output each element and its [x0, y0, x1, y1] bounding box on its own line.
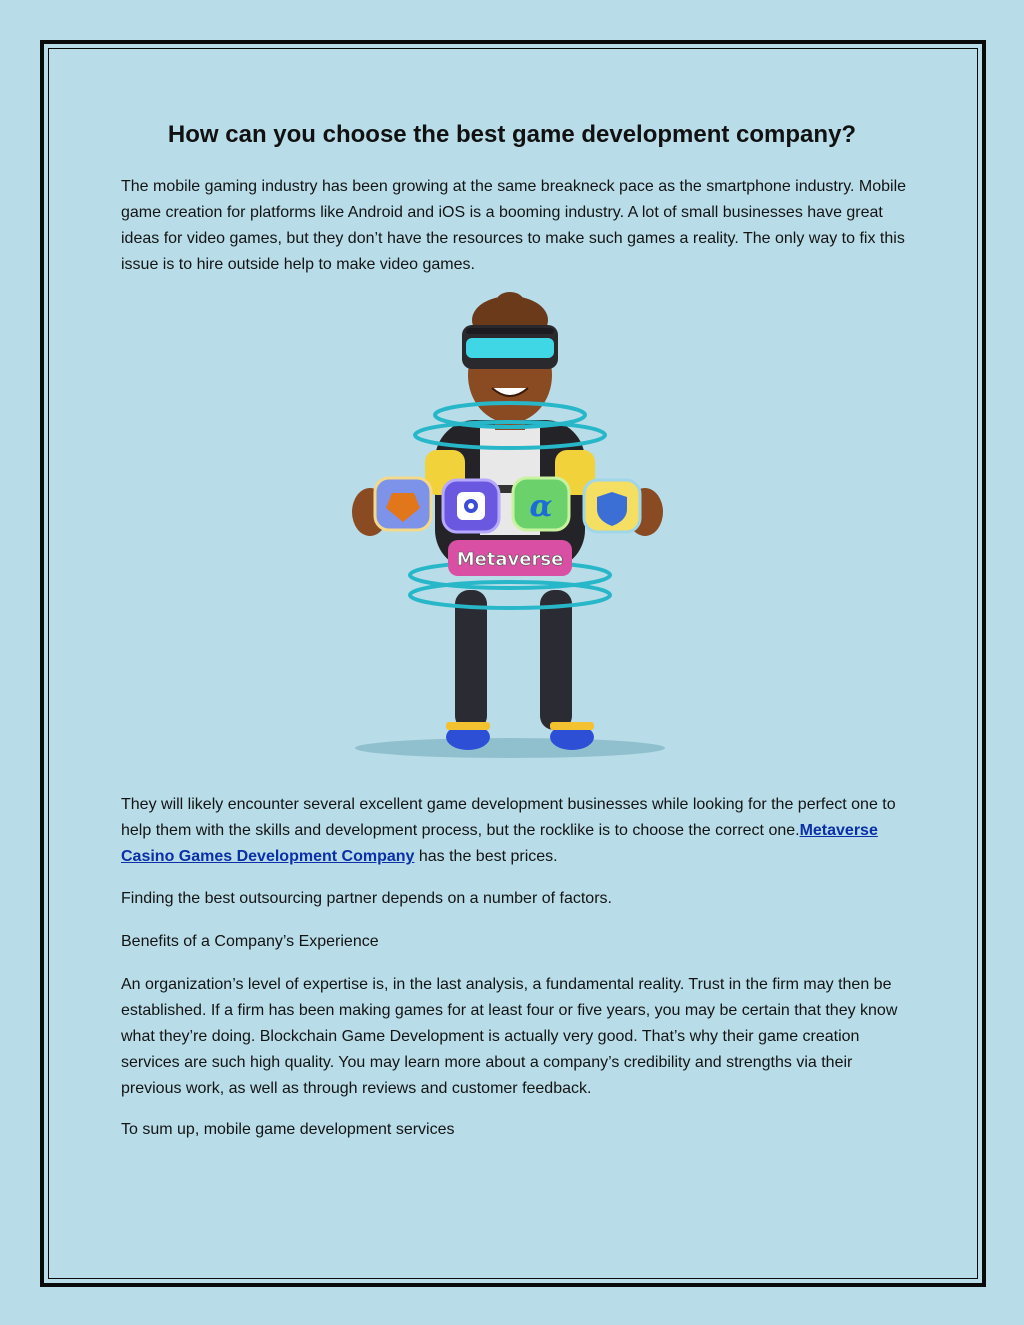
second-paragraph-tail: has the best prices. — [414, 848, 558, 865]
second-paragraph-text: They will likely encounter several excellent game development businesses while looking for the perfect one to help them with the skills and development process, but the rocklike is to choose the correct one. — [121, 796, 896, 839]
metaverse-label: Metaverse — [456, 549, 564, 570]
vr-visor — [466, 338, 554, 358]
intro-paragraph: The mobile gaming industry has been growing at the same breakneck pace as the smartphone industry. Mobile game creation for platforms like Android and iOS is a booming industry. A lot of small businesses have great ideas for video games, but they don’t have the resources to make such games a reality. The only way to fix this issue is to hire outside help to make video games. — [121, 178, 907, 273]
second-paragraph — [121, 792, 911, 870]
metaverse-character-illustration — [340, 290, 680, 770]
svg-text:α: α — [529, 489, 553, 524]
experience-paragraph: An organization’s level of expertise is, in the last analysis, a fundamental reality. Trust in the firm may then be established. If a firm has been making games for at least four or five years, you may be certain that they know what they’re doing. Blockchain Game Development is actually very good. That’s why their game creation services are such high quality. You may learn more about a company’s credibility and strengths via their previous work, as well as through reviews and customer feedback. — [121, 976, 898, 1097]
left-leg — [455, 590, 487, 730]
benefits-heading: Benefits of a Company’s Experience — [121, 933, 379, 950]
summary-paragraph: To sum up, mobile game development services — [121, 1121, 455, 1138]
factors-paragraph: Finding the best outsourcing partner depends on a number of factors. — [121, 890, 612, 907]
document-title: How can you choose the best game development company? — [167, 121, 857, 148]
right-leg — [540, 590, 572, 730]
floor-shadow — [355, 738, 665, 758]
metaverse-casino-link[interactable]: Metaverse Casino Games Development Company — [121, 822, 878, 865]
